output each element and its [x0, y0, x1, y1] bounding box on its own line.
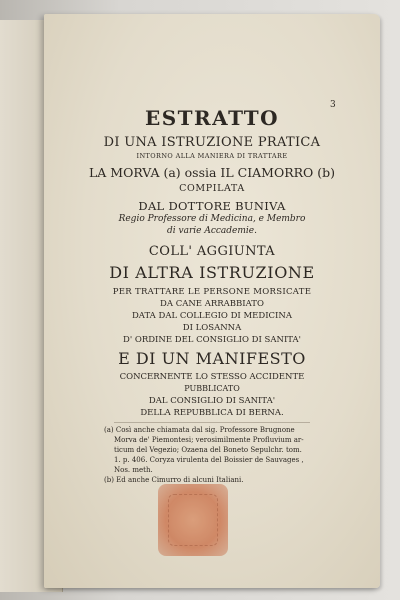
footnote-a-cont-1: Morva de' Piemontesi; verosimilmente Profluvium ar- [114, 436, 304, 444]
title-line-13: DATA DAL COLLEGIO DI MEDICINA [131, 311, 292, 321]
footnote-a: (a) Così anche chiamata dal sig. Professore Brugnone [104, 426, 295, 434]
title-line-18: PUBBLICATO [184, 384, 240, 393]
title-line-10: DI ALTRA ISTRUZIONE [109, 263, 315, 282]
title-line-3: INTORNO ALLA MANIERA DI TRATTARE [136, 152, 288, 160]
title-line-20: DELLA REPUBBLICA DI BERNA. [140, 408, 284, 418]
title-line-5: COMPILATA [179, 183, 245, 194]
footnote-a-cont-2: ticum del Vegezio; Ozaena del Boneto Sepulchr. tom. [114, 446, 302, 454]
title-line-4: LA MORVA (a) ossia IL CIAMORRO (b) [88, 165, 336, 180]
book-page [44, 14, 380, 588]
footnote-a-cont-3: 1. p. 406. Coryza virulenta del Boissier de Sauvages , [114, 456, 304, 464]
library-stamp [158, 484, 228, 556]
title-line-12: DA CANE ARRABBIATO [160, 299, 264, 309]
footnote-b: (b) Ed anche Cimurro di alcuni Italiani. [104, 476, 244, 484]
author-title-1: Regio Professore di Medicina, e Membro [118, 214, 306, 224]
title-line-15: D' ORDINE DEL CONSIGLIO DI SANITA' [123, 335, 301, 345]
title-line-9: COLL' AGGIUNTA [148, 244, 276, 259]
title-line-2: DI UNA ISTRUZIONE PRATICA [103, 135, 321, 150]
title-line-11: PER TRATTARE LE PERSONE MORSICATE [112, 287, 312, 297]
page-number: 3 [330, 100, 336, 110]
author-title-2: di varie Accademie. [167, 226, 257, 236]
title-line-16: E DI UN MANIFESTO [118, 349, 306, 368]
title-line-14: DI LOSANNA [182, 323, 242, 333]
author-name: DAL DOTTORE BUNIVA [138, 199, 286, 213]
footnote-a-cont-4: Nos. meth. [114, 466, 153, 474]
divider [114, 422, 310, 423]
title-line-17: CONCERNENTE LO STESSO ACCIDENTE [119, 372, 305, 382]
title-estratto: ESTRATTO [144, 106, 280, 130]
title-line-19: DAL CONSIGLIO DI SANITA' [148, 396, 276, 406]
